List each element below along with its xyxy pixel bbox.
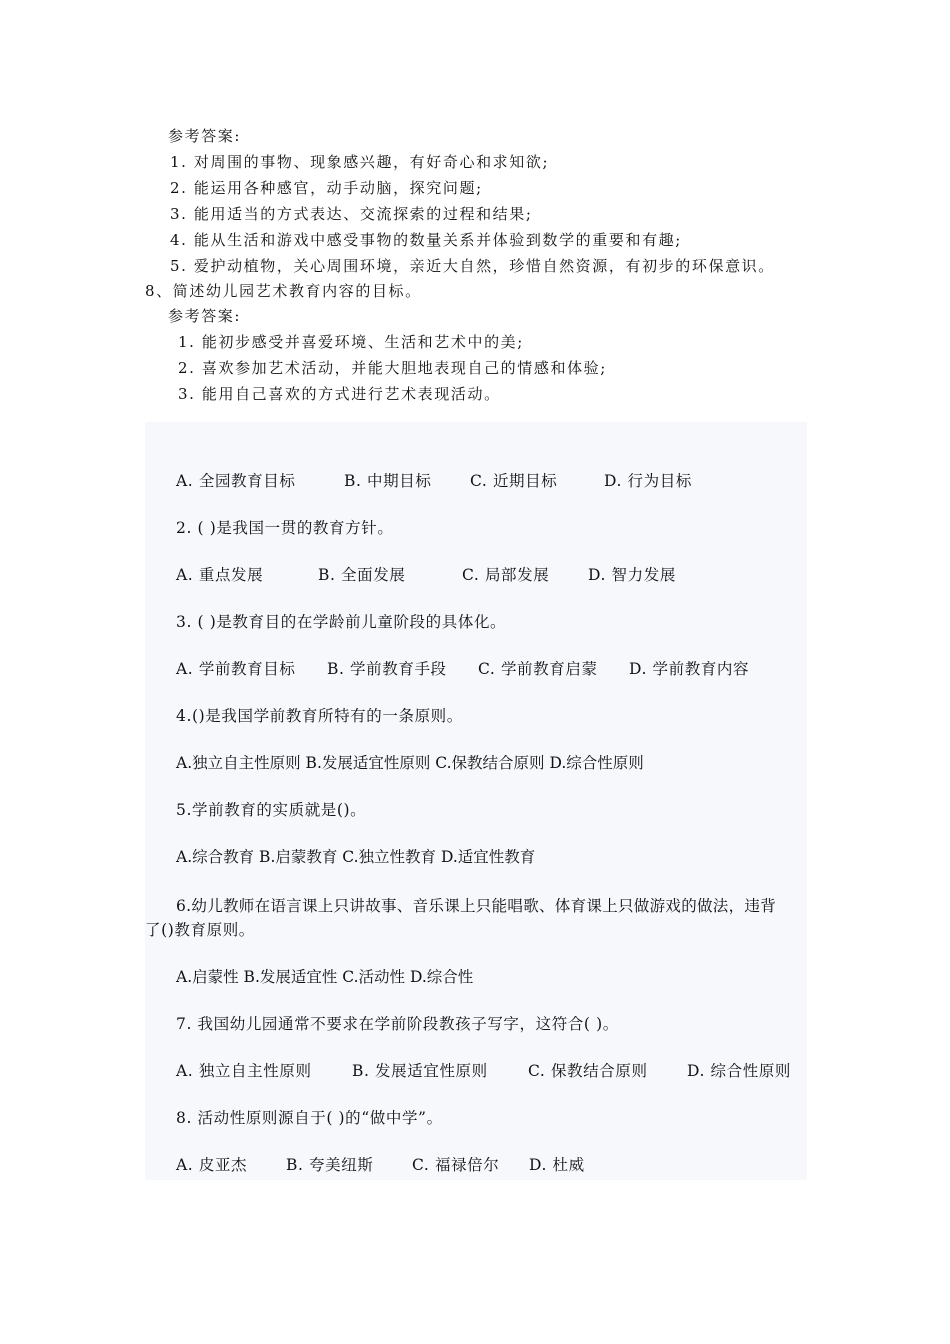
option-a: A. 皮亚杰 <box>176 1156 248 1174</box>
question-2: 2. ( )是我国一贯的教育方针。 <box>176 519 394 537</box>
option-b: B. 全面发展 <box>318 566 406 584</box>
option-c: C. 福禄倍尔 <box>412 1156 500 1174</box>
option-c: C. 局部发展 <box>462 566 550 584</box>
answer-line: 2. 能运用各种感官，动手动脑，探究问题; <box>170 179 483 197</box>
answer-line: 5. 爱护动植物，关心周围环境，亲近大自然，珍惜自然资源，有初步的环保意识。 <box>170 257 775 275</box>
option-d: D. 综合性原则 <box>687 1062 792 1080</box>
option-c: C. 保教结合原则 <box>528 1062 648 1080</box>
option-a: A. 重点发展 <box>176 566 264 584</box>
question-4: 4.()是我国学前教育所特有的一条原则。 <box>176 707 463 725</box>
answer-line: 3. 能用自己喜欢的方式进行艺术表现活动。 <box>178 385 501 403</box>
option-b: B. 夸美纽斯 <box>286 1156 374 1174</box>
option-a: A. 全园教育目标 <box>176 472 296 490</box>
question-6: 6.幼儿教师在语言课上只讲故事、音乐课上只能唱歌、体育课上只做游戏的做法，违背 <box>176 897 776 915</box>
option-d: D. 行为目标 <box>604 472 692 490</box>
option-c: C. 近期目标 <box>470 472 558 490</box>
answer-line: 2. 喜欢参加艺术活动，并能大胆地表现自己的情感和体验; <box>178 359 607 377</box>
question-7: 7. 我国幼儿园通常不要求在学前阶段教孩子写字，这符合( )。 <box>176 1015 619 1033</box>
question-4-options: A.独立自主性原则 B.发展适宜性原则 C.保教结合原则 D.综合性原则 <box>176 754 644 772</box>
question-5-options: A.综合教育 B.启蒙教育 C.独立性教育 D.适宜性教育 <box>176 848 536 866</box>
option-d: D. 智力发展 <box>588 566 676 584</box>
option-b: B. 发展适宜性原则 <box>352 1062 488 1080</box>
answer-line: 1. 对周围的事物、现象感兴趣，有好奇心和求知欲; <box>170 153 550 171</box>
option-a: A. 学前教育目标 <box>176 660 296 678</box>
option-c: C. 学前教育启蒙 <box>478 660 598 678</box>
question-6-continuation: 了()教育原则。 <box>145 921 255 939</box>
option-d: D. 杜威 <box>529 1156 585 1174</box>
question-6-options: A.启蒙性 B.发展适宜性 C.活动性 D.综合性 <box>176 968 474 986</box>
question-heading: 8、简述幼儿园艺术教育内容的目标。 <box>145 282 422 300</box>
answer-line: 1. 能初步感受并喜爱环境、生活和艺术中的美; <box>178 333 524 351</box>
reference-answer-label: 参考答案: <box>168 307 242 325</box>
reference-answer-label: 参考答案: <box>168 127 242 145</box>
option-a: A. 独立自主性原则 <box>176 1062 312 1080</box>
option-b: B. 学前教育手段 <box>327 660 447 678</box>
answer-line: 4. 能从生活和游戏中感受事物的数量关系并体验到数学的重要和有趣; <box>170 231 682 249</box>
question-8: 8. 活动性原则源自于( )的“做中学”。 <box>176 1109 443 1127</box>
answer-line: 3. 能用适当的方式表达、交流探索的过程和结果; <box>170 205 533 223</box>
question-5: 5.学前教育的实质就是()。 <box>176 801 367 819</box>
option-b: B. 中期目标 <box>344 472 432 490</box>
question-3: 3. ( )是教育目的在学龄前儿童阶段的具体化。 <box>176 613 507 631</box>
option-d: D. 学前教育内容 <box>629 660 750 678</box>
